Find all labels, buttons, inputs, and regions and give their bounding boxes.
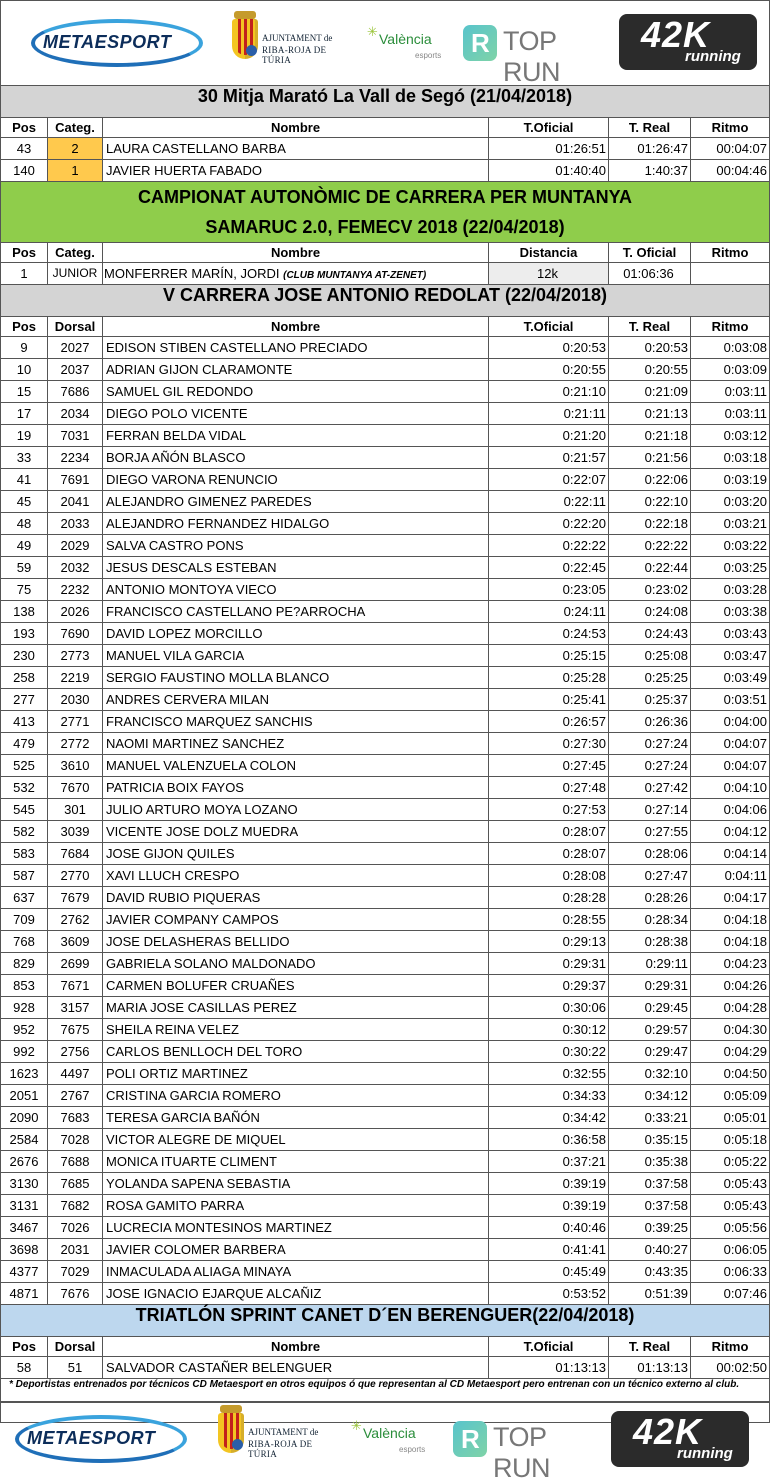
race3-title: V CARRERA JOSE ANTONIO REDOLAT (22/04/2018) xyxy=(1,285,769,317)
metaesport-logo: METAESPORT xyxy=(15,1415,187,1463)
valencia-esports-logo: ✳ València esports xyxy=(367,25,442,60)
table-row: 2090 7683 TERESA GARCIA BAÑÓN 0:34:42 0:33:21 0:05:01 xyxy=(1,1107,769,1129)
footer-logos xyxy=(1,1402,769,1483)
toprun-icon xyxy=(463,25,497,61)
table-row: 33 2234 BORJA AÑÓN BLASCO 0:21:57 0:21:56 0:03:18 xyxy=(1,447,769,469)
table-row: 3130 7685 YOLANDA SAPENA SEBASTIA 0:39:19 0:37:58 0:05:43 xyxy=(1,1173,769,1195)
race1-table xyxy=(1,86,769,182)
table-row: 59 2032 JESUS DESCALS ESTEBAN 0:22:45 0:22:44 0:03:25 xyxy=(1,557,769,579)
table-row: 952 7675 SHEILA REINA VELEZ 0:30:12 0:29:57 0:04:30 xyxy=(1,1019,769,1041)
table-row: 545 301 JULIO ARTURO MOYA LOZANO 0:27:53 0:27:14 0:04:06 xyxy=(1,799,769,821)
table-row: 4871 7676 JOSE IGNACIO EJARQUE ALCAÑIZ 0:53:52 0:51:39 0:07:46 xyxy=(1,1283,769,1305)
header-logos xyxy=(1,1,769,86)
table-row: 48 2033 ALEJANDRO FERNANDEZ HIDALGO 0:22:20 0:22:18 0:03:21 xyxy=(1,513,769,535)
table-row: 853 7671 CARMEN BOLUFER CRUAÑES 0:29:37 0:29:31 0:04:26 xyxy=(1,975,769,997)
valencia-esports-logo: ✳ València esports xyxy=(351,1419,426,1454)
table-row: 2584 7028 VICTOR ALEGRE DE MIQUEL 0:36:58 0:35:15 0:05:18 xyxy=(1,1129,769,1151)
race1-title: 30 Mitja Marató La Vall de Segó (21/04/2018) xyxy=(1,86,769,118)
table-row: 277 2030 ANDRES CERVERA MILAN 0:25:41 0:25:37 0:03:51 xyxy=(1,689,769,711)
table-row: 230 2773 MANUEL VILA GARCIA 0:25:15 0:25:08 0:03:47 xyxy=(1,645,769,667)
table-row: 928 3157 MARIA JOSE CASILLAS PEREZ 0:30:06 0:29:45 0:04:28 xyxy=(1,997,769,1019)
table-row: 992 2756 CARLOS BENLLOCH DEL TORO 0:30:22 0:29:47 0:04:29 xyxy=(1,1041,769,1063)
race3-header-row: Pos Dorsal Nombre T.Oficial T. Real Ritmo xyxy=(1,317,769,337)
table-row: 3131 7682 ROSA GAMITO PARRA 0:39:19 0:37:58 0:05:43 xyxy=(1,1195,769,1217)
table-row: 49 2029 SALVA CASTRO PONS 0:22:22 0:22:22 0:03:22 xyxy=(1,535,769,557)
table-row: 41 7691 DIEGO VARONA RENUNCIO 0:22:07 0:22:06 0:03:19 xyxy=(1,469,769,491)
table-row: 45 2041 ALEJANDRO GIMENEZ PAREDES 0:22:11 0:22:10 0:03:20 xyxy=(1,491,769,513)
table-row: 1623 4497 POLI ORTIZ MARTINEZ 0:32:55 0:32:10 0:04:50 xyxy=(1,1063,769,1085)
table-row: 138 2026 FRANCISCO CASTELLANO PE?ARROCHA 0:24:11 0:24:08 0:03:38 xyxy=(1,601,769,623)
race4-table xyxy=(1,1305,769,1379)
table-row: 532 7670 PATRICIA BOIX FAYOS 0:27:48 0:27:42 0:04:10 xyxy=(1,777,769,799)
table-row: 10 2037 ADRIAN GIJON CLARAMONTE 0:20:55 0:20:55 0:03:09 xyxy=(1,359,769,381)
table-row: 3698 2031 JAVIER COLOMER BARBERA 0:41:41 0:40:27 0:06:05 xyxy=(1,1239,769,1261)
table-row: 413 2771 FRANCISCO MARQUEZ SANCHIS 0:26:57 0:26:36 0:04:00 xyxy=(1,711,769,733)
footnote: * Deportistas entrenados por técnicos CD Metaesport en otros equipos ó que representan al CD Metaesport pero entrenan con un técnico externo al club. xyxy=(1,1379,769,1402)
table-row: 479 2772 NAOMI MARTINEZ SANCHEZ 0:27:30 0:27:24 0:04:07 xyxy=(1,733,769,755)
ajuntament-logo: AJUNTAMENT de RIBA-ROJA DE TÚRIA xyxy=(218,1409,338,1465)
table-row: 587 2770 XAVI LLUCH CRESPO 0:28:08 0:27:47 0:04:11 xyxy=(1,865,769,887)
table-row: 582 3039 VICENTE JOSE DOLZ MUEDRA 0:28:07 0:27:55 0:04:12 xyxy=(1,821,769,843)
table-row: 75 2232 ANTONIO MONTOYA VIECO 0:23:05 0:23:02 0:03:28 xyxy=(1,579,769,601)
toprun-logo: R TOP RUN xyxy=(453,1421,603,1461)
table-row: 1 JUNIOR MONFERRER MARÍN, JORDI (CLUB MUNTANYA AT-ZENET) 12k 01:06:36 xyxy=(1,263,769,285)
table-row: 140 1 JAVIER HUERTA FABADO 01:40:40 1:40:37 00:04:46 xyxy=(1,160,769,182)
table-row: 193 7690 DAVID LOPEZ MORCILLO 0:24:53 0:24:43 0:03:43 xyxy=(1,623,769,645)
race4-header-row: Pos Dorsal Nombre T.Oficial T. Real Ritmo xyxy=(1,1337,769,1357)
table-row: 258 2219 SERGIO FAUSTINO MOLLA BLANCO 0:25:28 0:25:25 0:03:49 xyxy=(1,667,769,689)
table-row: 583 7684 JOSE GIJON QUILES 0:28:07 0:28:06 0:04:14 xyxy=(1,843,769,865)
table-row: 3467 7026 LUCRECIA MONTESINOS MARTINEZ 0:40:46 0:39:25 0:05:56 xyxy=(1,1217,769,1239)
table-row: 637 7679 DAVID RUBIO PIQUERAS 0:28:28 0:28:26 0:04:17 xyxy=(1,887,769,909)
race3-table xyxy=(1,285,769,1305)
race2-table xyxy=(1,182,769,285)
table-row: 768 3609 JOSE DELASHERAS BELLIDO 0:29:13 0:28:38 0:04:18 xyxy=(1,931,769,953)
table-row: 19 7031 FERRAN BELDA VIDAL 0:21:20 0:21:18 0:03:12 xyxy=(1,425,769,447)
metaesport-logo: METAESPORT xyxy=(31,19,203,67)
table-row: 9 2027 EDISON STIBEN CASTELLANO PRECIADO 0:20:53 0:20:53 0:03:08 xyxy=(1,337,769,359)
ajuntament-logo: AJUNTAMENT de RIBA-ROJA DE TÚRIA xyxy=(232,15,352,71)
race1-header-row: Pos Categ. Nombre T.Oficial T. Real Ritmo xyxy=(1,118,769,138)
toprun-logo: R TOP RUN xyxy=(463,25,613,65)
table-row: 15 7686 SAMUEL GIL REDONDO 0:21:10 0:21:09 0:03:11 xyxy=(1,381,769,403)
table-row: 43 2 LAURA CASTELLANO BARBA 01:26:51 01:26:47 00:04:07 xyxy=(1,138,769,160)
table-row: 829 2699 GABRIELA SOLANO MALDONADO 0:29:31 0:29:11 0:04:23 xyxy=(1,953,769,975)
table-row: 17 2034 DIEGO POLO VICENTE 0:21:11 0:21:13 0:03:11 xyxy=(1,403,769,425)
race3-body xyxy=(1,337,769,1305)
42k-running-logo: 42K running xyxy=(619,14,757,70)
table-row: 2676 7688 MONICA ITUARTE CLIMENT 0:37:21 0:35:38 0:05:22 xyxy=(1,1151,769,1173)
toprun-icon xyxy=(453,1421,487,1457)
table-row: 58 51 SALVADOR CASTAÑER BELENGUER 01:13:13 01:13:13 00:02:50 xyxy=(1,1357,769,1379)
race4-title: TRIATLÓN SPRINT CANET D´EN BERENGUER(22/04/2018) xyxy=(1,1305,769,1337)
table-row: 2051 2767 CRISTINA GARCIA ROMERO 0:34:33 0:34:12 0:05:09 xyxy=(1,1085,769,1107)
table-row: 4377 7029 INMACULADA ALIAGA MINAYA 0:45:49 0:43:35 0:06:33 xyxy=(1,1261,769,1283)
race2-title: CAMPIONAT AUTONÒMIC DE CARRERA PER MUNTANYA SAMARUC 2.0, FEMECV 2018 (22/04/2018) xyxy=(1,182,769,243)
race2-header-row: Pos Categ. Nombre Distancia T. Oficial Ritmo xyxy=(1,243,769,263)
table-row: 525 3610 MANUEL VALENZUELA COLON 0:27:45 0:27:24 0:04:07 xyxy=(1,755,769,777)
42k-running-logo: 42K running xyxy=(611,1411,749,1467)
table-row: 709 2762 JAVIER COMPANY CAMPOS 0:28:55 0:28:34 0:04:18 xyxy=(1,909,769,931)
